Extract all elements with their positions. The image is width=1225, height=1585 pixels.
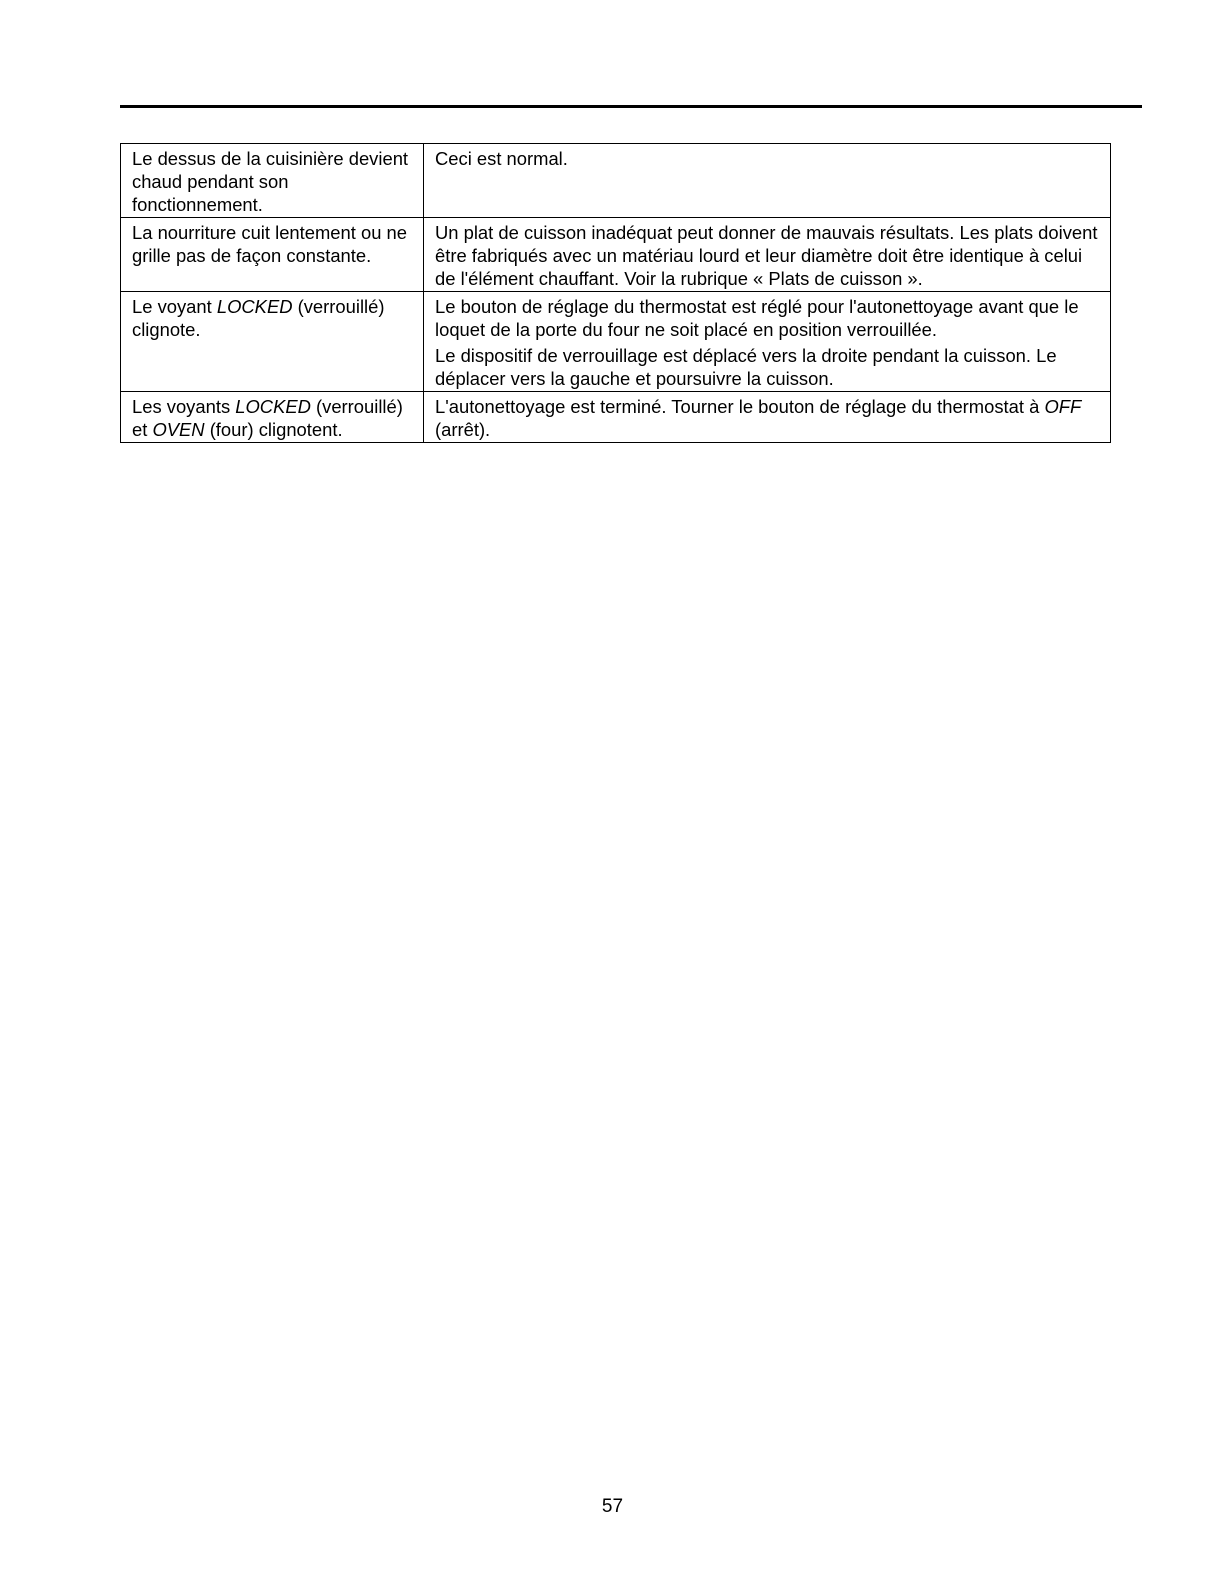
top-rule [120,105,1142,108]
troubleshooting-table [120,143,1111,443]
table-row [121,392,1111,443]
solution-paragraph [435,395,1107,441]
solution-text: Le dispositif de verrouillage est déplacé vers la droite pendant la cuisson. Le déplacer vers la gauche et poursuivre la cuisson. [435,345,1057,389]
troubleshooting-table-body [121,144,1111,443]
problem-text: La nourriture cuit lentement ou ne grille pas de façon constante. [132,222,408,266]
problem-cell [121,218,424,292]
solution-text: Ceci est normal. [435,148,568,169]
solution-paragraph [435,147,1107,170]
solution-cell [424,292,1111,392]
table-row [121,218,1111,292]
indicator-label: LOCKED [216,296,293,317]
problem-text: (verrouillé) et [132,396,403,440]
solution-text: L'autonettoyage est terminé. Tourner le bouton de réglage du thermostat à [435,396,1045,417]
problem-cell [121,392,424,443]
problem-text: Les voyants [132,396,236,417]
problem-cell [121,292,424,392]
solution-paragraph [435,221,1107,290]
solution-cell [424,218,1111,292]
solution-cell [424,392,1111,443]
page-number: 57 [601,1496,624,1517]
solution-cell [424,144,1111,218]
problem-text: (four) clignotent. [204,419,343,440]
problem-text: Le dessus de la cuisinière devient chaud pendant son fonctionnement. [132,148,409,215]
solution-text: Le bouton de réglage du thermostat est réglé pour l'autonettoyage avant que le loquet de la porte du four ne soit placé en position verrouillée. [435,296,1079,340]
indicator-label: OVEN [152,419,205,440]
table-row [121,144,1111,218]
solution-paragraph [435,295,1107,341]
solution-text: Un plat de cuisson inadéquat peut donner de mauvais résultats. Les plats doivent être fabriqués avec un matériau lourd et leur diamètre doit être identique à celui de l'élément chauffant. Voir la rubrique « Plats de cuisson ». [435,222,1098,289]
problem-cell [121,144,424,218]
problem-text: (verrouillé) clignote. [132,296,385,340]
indicator-label: LOCKED [235,396,311,417]
setting-label: OFF [1044,396,1082,417]
problem-text: Le voyant [132,296,217,317]
solution-paragraph [435,344,1107,390]
table-row [121,292,1111,392]
solution-text: (arrêt). [435,419,491,440]
